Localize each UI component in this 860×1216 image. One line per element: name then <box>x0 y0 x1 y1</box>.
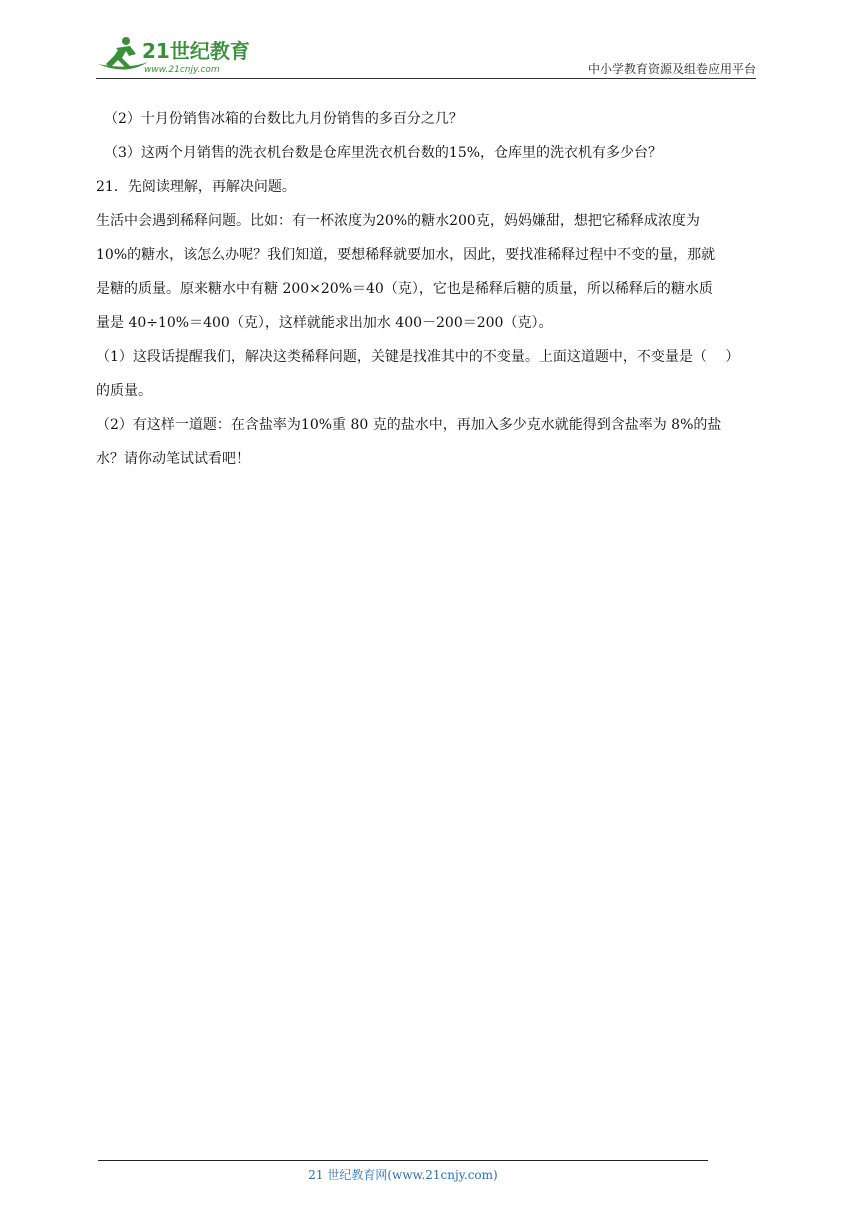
document-body <box>96 102 764 476</box>
question-line: 水？请你动笔试试看吧！ <box>96 451 250 467</box>
platform-label: 中小学教育资源及组卷应用平台 <box>587 62 756 76</box>
header-divider <box>96 78 756 79</box>
logo-url: www.21cnjy.com <box>144 65 220 75</box>
site-logo <box>96 34 266 76</box>
question-line: 的质量。 <box>96 383 152 399</box>
passage-line: 10%的糖水，该怎么办呢？我们知道，要想稀释就要加水，因此，要找准稀释过程中不变的量，那就 <box>96 247 716 263</box>
logo-text: 21世纪教育 <box>142 39 250 63</box>
footer-link[interactable]: 21 世纪教育网(www.21cnjy.com) <box>308 1168 498 1182</box>
footer-divider <box>98 1160 708 1161</box>
question-line: （2）十月份销售冰箱的台数比九月份销售的多百分之几？ <box>104 111 463 127</box>
passage-line: 是糖的质量。原来糖水中有糖 200×20%＝40（克），它也是稀释后糖的质量，所以稀释后的糖水质 <box>96 281 713 297</box>
passage-line: 生活中会遇到稀释问题。比如：有一杯浓度为20%的糖水200克，妈妈嫌甜，想把它稀释成浓度为 <box>96 213 700 229</box>
passage-line: 量是 40÷10%＝400（克），这样就能求出加水 400－200＝200（克）。 <box>96 315 553 331</box>
page-header <box>96 30 756 80</box>
question-line: （3）这两个月销售的洗衣机台数是仓库里洗衣机台数的15%，仓库里的洗衣机有多少台？ <box>104 145 663 161</box>
question-line: （2）有这样一道题：在含盐率为10%重 80 克的盐水中，再加入多少克水就能得到含盐率为 8%的盐 <box>96 417 722 433</box>
question-line: （1）这段话提醒我们，解决这类稀释问题，关键是找准其中的不变量。上面这道题中，不变量是（ ） <box>96 349 740 365</box>
question-title: 21．先阅读理解，再解决问题。 <box>96 179 296 195</box>
